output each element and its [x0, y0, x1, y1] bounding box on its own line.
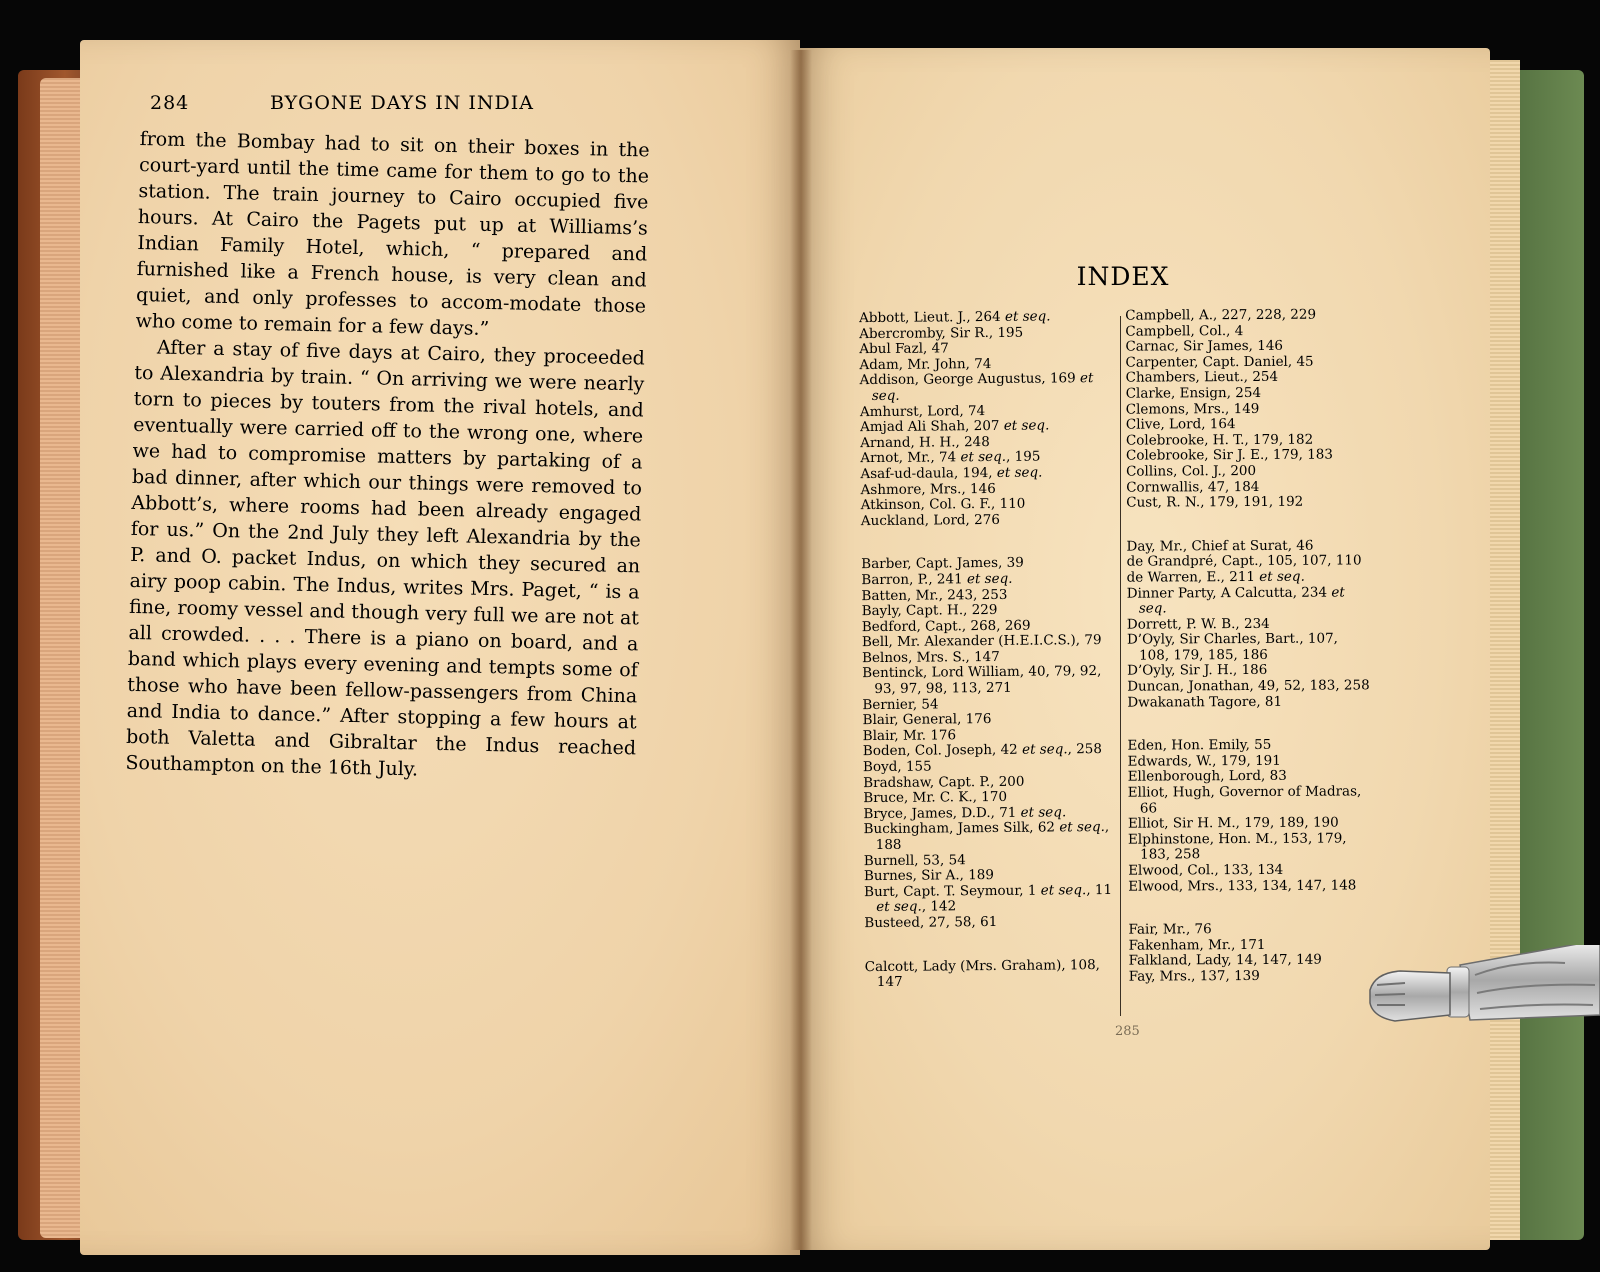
index-entry: Elphinstone, Hon. M., 153, 179, 183, 258: [1127, 830, 1347, 863]
book-gutter: [790, 50, 812, 1250]
paragraph: from the Bombay had to sit on their boxes in the court-yard until the time came for them to go to the station. The train journey to Cairo occupied five hours. At Cairo the Pagets put up at Williams’s Indian Family Hotel, which, “ prepared and furnished like a French house, is very clean and quiet, and only professes to accom-modate those who come to remain for a few days.”: [135, 127, 650, 340]
index-entry: Chambers, Lieut., 254: [1125, 369, 1279, 387]
index-entry: Elliot, Hugh, Governor of Madras, 66: [1127, 783, 1362, 817]
index-entry: Eden, Hon. Emily, 55: [1127, 737, 1272, 754]
index-entry: Day, Mr., Chief at Surat, 46: [1126, 537, 1314, 555]
index-entry: Busteed, 27, 58, 61: [864, 913, 998, 932]
index-entry: Bryce, James, D.D., 71 et seq.: [863, 804, 1067, 822]
index-entry: Elwood, Col., 133, 134: [1128, 861, 1284, 879]
index-entry: Blair, General, 176: [862, 711, 992, 729]
index-entry: Fay, Mrs., 137, 139: [1128, 967, 1260, 985]
index-entry: Campbell, A., 227, 228, 229: [1125, 306, 1317, 324]
index-column-left: [859, 309, 1125, 991]
index-entry: Clive, Lord, 164: [1125, 416, 1236, 433]
index-entry: D’Oyly, Sir J. H., 186: [1127, 662, 1268, 680]
running-head: [150, 92, 750, 122]
index-entry: Bentinck, Lord William, 40, 79, 92, 93, 97, 98, 113, 271: [862, 663, 1102, 698]
page-edges-left: [40, 78, 80, 1238]
index-entry: Barber, Capt. James, 39: [861, 555, 1024, 573]
index-entry: Belnos, Mrs. S., 147: [861, 648, 1000, 667]
index-gap: [864, 929, 1124, 959]
index-entry: Falkland, Lady, 14, 147, 149: [1128, 952, 1322, 970]
index-entry: Campbell, Col., 4: [1125, 322, 1244, 340]
index-entry: Elliot, Sir H. M., 179, 189, 190: [1127, 814, 1339, 832]
body-text: [125, 126, 650, 787]
index-entry: de Warren, E., 211 et seq.: [1126, 568, 1305, 586]
index-entry: Asaf-ud-daula, 194, et seq.: [860, 464, 1043, 483]
index-entry: Fair, Mr., 76: [1128, 921, 1212, 938]
index-entry: Boyd, 155: [862, 758, 932, 776]
index-entry: Colebrooke, H. T., 179, 182: [1125, 431, 1314, 449]
index-entry: Clemons, Mrs., 149: [1125, 400, 1260, 418]
index-entry: Elwood, Mrs., 133, 134, 147, 148: [1128, 877, 1357, 895]
index-entry: Collins, Col. J., 200: [1126, 462, 1257, 480]
index-gap: [1126, 510, 1371, 539]
index-entry: Blair, Mr. 176: [862, 727, 957, 744]
index-gap: [1128, 894, 1373, 923]
index-column-right: [1125, 307, 1374, 985]
index-entry: Adam, Mr. John, 74: [859, 355, 992, 373]
left-page-number: 284: [150, 92, 190, 114]
index-entry: Bayly, Capt. H., 229: [861, 602, 998, 620]
index-entry: Batten, Mr., 243, 253: [861, 586, 1008, 604]
running-title: BYGONE DAYS IN INDIA: [270, 92, 535, 114]
index-entry: Edwards, W., 179, 191: [1127, 752, 1281, 770]
index-entry: Burt, Capt. T. Seymour, 1 et seq., 11 et seq., 142: [864, 881, 1113, 916]
silver-hand-clip-icon: [1365, 945, 1600, 1030]
column-divider: [1120, 316, 1121, 1016]
index-entry: Arnand, H. H., 248: [860, 433, 990, 451]
index-entry: Abercromby, Sir R., 195: [859, 324, 1024, 342]
index-heading: INDEX: [1076, 262, 1170, 291]
index-entry: Bell, Mr. Alexander (H.E.I.C.S.), 79: [861, 632, 1102, 651]
index-entry: Carpenter, Capt. Daniel, 45: [1125, 353, 1314, 371]
index-entry: de Grandpré, Capt., 105, 107, 110: [1126, 552, 1362, 570]
index-entry: Colebrooke, Sir J. E., 179, 183: [1125, 446, 1334, 464]
index-entry: Barron, P., 241 et seq.: [861, 570, 1013, 589]
index-entry: Atkinson, Col. G. F., 110: [860, 495, 1026, 514]
index-entry: Amjad Ali Shah, 207 et seq.: [859, 417, 1050, 436]
index-entry: Carnac, Sir James, 146: [1125, 338, 1284, 355]
right-page-number: 285: [1115, 1024, 1140, 1039]
index-entry: Abul Fazl, 47: [859, 340, 949, 358]
index-entry: Auckland, Lord, 276: [860, 511, 1000, 529]
index-entry: Dwakanath Tagore, 81: [1127, 693, 1283, 711]
index-entry: Bruce, Mr. C. K., 170: [863, 789, 1008, 807]
index-entry: Buckingham, James Silk, 62 et seq., 188: [863, 819, 1110, 854]
index-entry: Abbott, Lieut. J., 264 et seq.: [859, 308, 1051, 327]
index-entry: Addison, George Augustus, 169 et seq.: [859, 370, 1094, 405]
index-gap: [1127, 710, 1372, 739]
index-entry: Duncan, Jonathan, 49, 52, 183, 258: [1127, 677, 1370, 695]
index-entry: Bedford, Capt., 268, 269: [861, 617, 1031, 635]
index-entry: Bernier, 54: [862, 696, 939, 713]
index-entry: Cornwallis, 47, 184: [1126, 478, 1260, 496]
index-gap: [861, 527, 1121, 557]
index-entry: Bradshaw, Capt. P., 200: [863, 773, 1025, 791]
index-entry: Dorrett, P. W. B., 234: [1126, 615, 1270, 633]
index-entry: Ashmore, Mrs., 146: [860, 480, 996, 498]
index-entry: Dinner Party, A Calcutta, 234 et seq.: [1126, 584, 1345, 617]
index-entry: Fakenham, Mr., 171: [1128, 936, 1266, 954]
index-entry: Boden, Col. Joseph, 42 et seq., 258: [862, 741, 1103, 760]
index-entry: Burnes, Sir A., 189: [863, 867, 995, 885]
index-entry: Ellenborough, Lord, 83: [1127, 768, 1287, 786]
index-entry: Arnot, Mr., 74 et seq., 195: [860, 448, 1041, 467]
index-entry: Amhurst, Lord, 74: [859, 402, 986, 420]
paragraph: After a stay of five days at Cairo, they proceeded to Alexandria by train. “ On arriving we were nearly torn to pieces by touters from the rival hotels, and eventually were carried off to the wrong one, where we had to compromise matters by partaking of a bad dinner, after which our things were removed to Abbott’s, where rooms had been already engaged for us.” On the 2nd July they left Alexandria by the P. and O. packet Indus, on which they secured an airy poop cabin. The Indus, writes Mrs. Paget, “ is a fine, roomy vessel and though very full we are not at all crowded. . . . There is a piano on board, and a band which plays every evening and tempts some of those who have been fellow-passengers from China and India to dance.” After stopping a few hours at both Valetta and Gibraltar the Indus reached Southampton on the 16th July.: [125, 336, 646, 781]
index-entry: Clarke, Ensign, 254: [1125, 384, 1262, 402]
index-entry: Cust, R. N., 179, 191, 192: [1126, 493, 1304, 511]
index-entry: D’Oyly, Sir Charles, Bart., 107, 108, 179, 185, 186: [1126, 630, 1338, 664]
index-entry: Calcott, Lady (Mrs. Graham), 108, 147: [864, 956, 1101, 991]
index-entry: Burnell, 53, 54: [863, 851, 966, 869]
